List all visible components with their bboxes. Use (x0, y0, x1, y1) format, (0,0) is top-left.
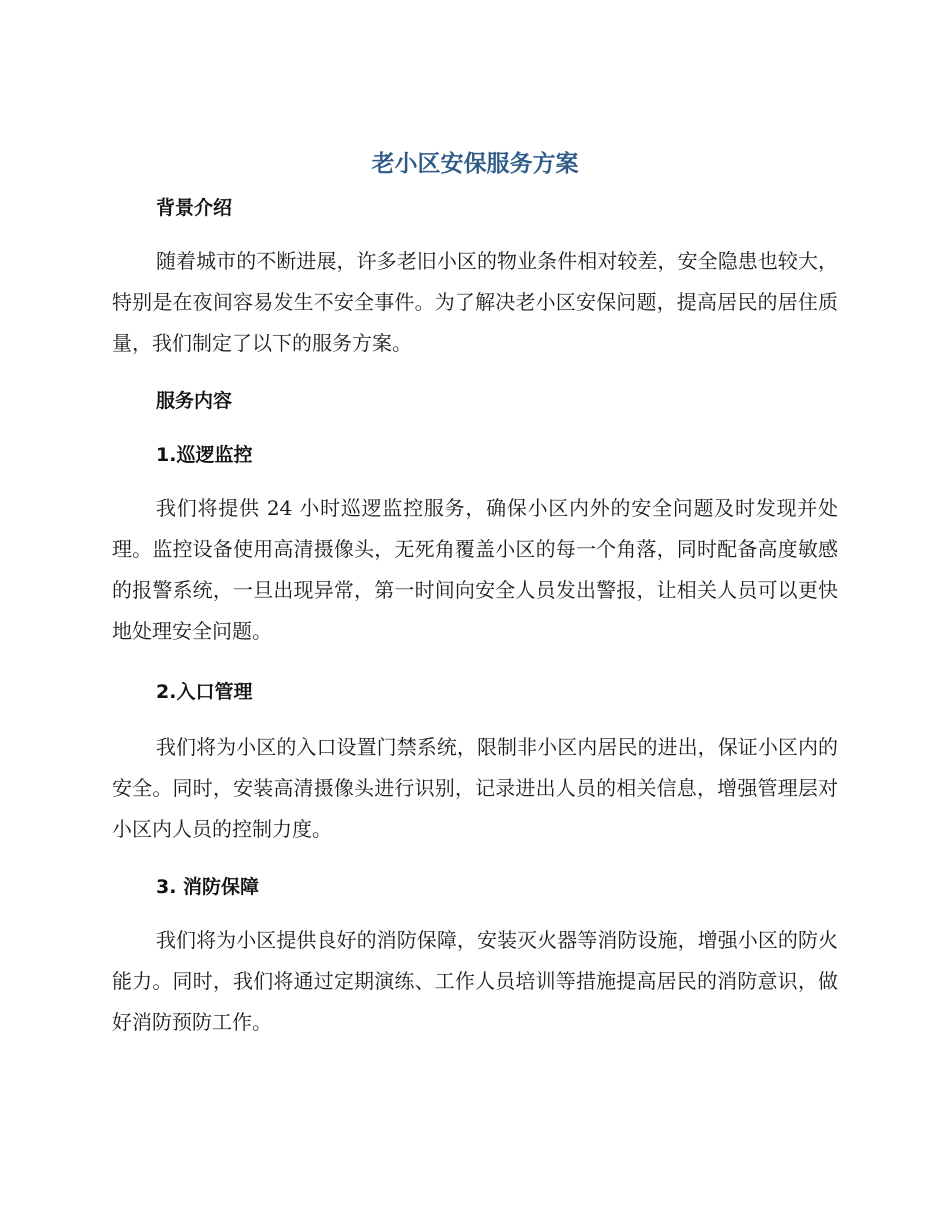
section-heading-background: 背景介绍 (156, 197, 233, 219)
section-paragraph-patrol-monitoring: 我们将提供 24 小时巡逻监控服务，确保小区内外的安全问题及时发现并处理。监控设备使用高清摄像头，无死角覆盖小区的每一个角落，同时配备高度敏感的报警系统，一旦出现异常，第一时间向安全人员发出警报，让相关人员可以更快地处理安全问题。 (112, 496, 838, 643)
section-paragraph-fire-protection: 我们将为小区提供良好的消防保障，安装灭火器等消防设施，增强小区的防火能力。同时，我们将通过定期演练、工作人员培训等措施提高居民的消防意识，做好消防预防工作。 (112, 928, 838, 1034)
document-title: 老小区安保服务方案 (371, 151, 579, 177)
section-heading-fire-protection: 3. 消防保障 (156, 876, 260, 898)
section-heading-patrol-monitoring: 1.巡逻监控 (156, 444, 253, 466)
section-paragraph-background: 随着城市的不断进展，许多老旧小区的物业条件相对较差，安全隐患也较大，特别是在夜间容易发生不安全事件。为了解决老小区安保问题，提高居民的居住质量，我们制定了以下的服务方案。 (112, 249, 838, 355)
section-heading-service-content: 服务内容 (156, 390, 233, 412)
section-heading-entrance-management: 2.入口管理 (156, 681, 253, 703)
section-paragraph-entrance-management: 我们将为小区的入口设置门禁系统，限制非小区内居民的进出，保证小区内的安全。同时，安装高清摄像头进行识别，记录进出人员的相关信息，增强管理层对小区内人员的控制力度。 (112, 735, 838, 841)
